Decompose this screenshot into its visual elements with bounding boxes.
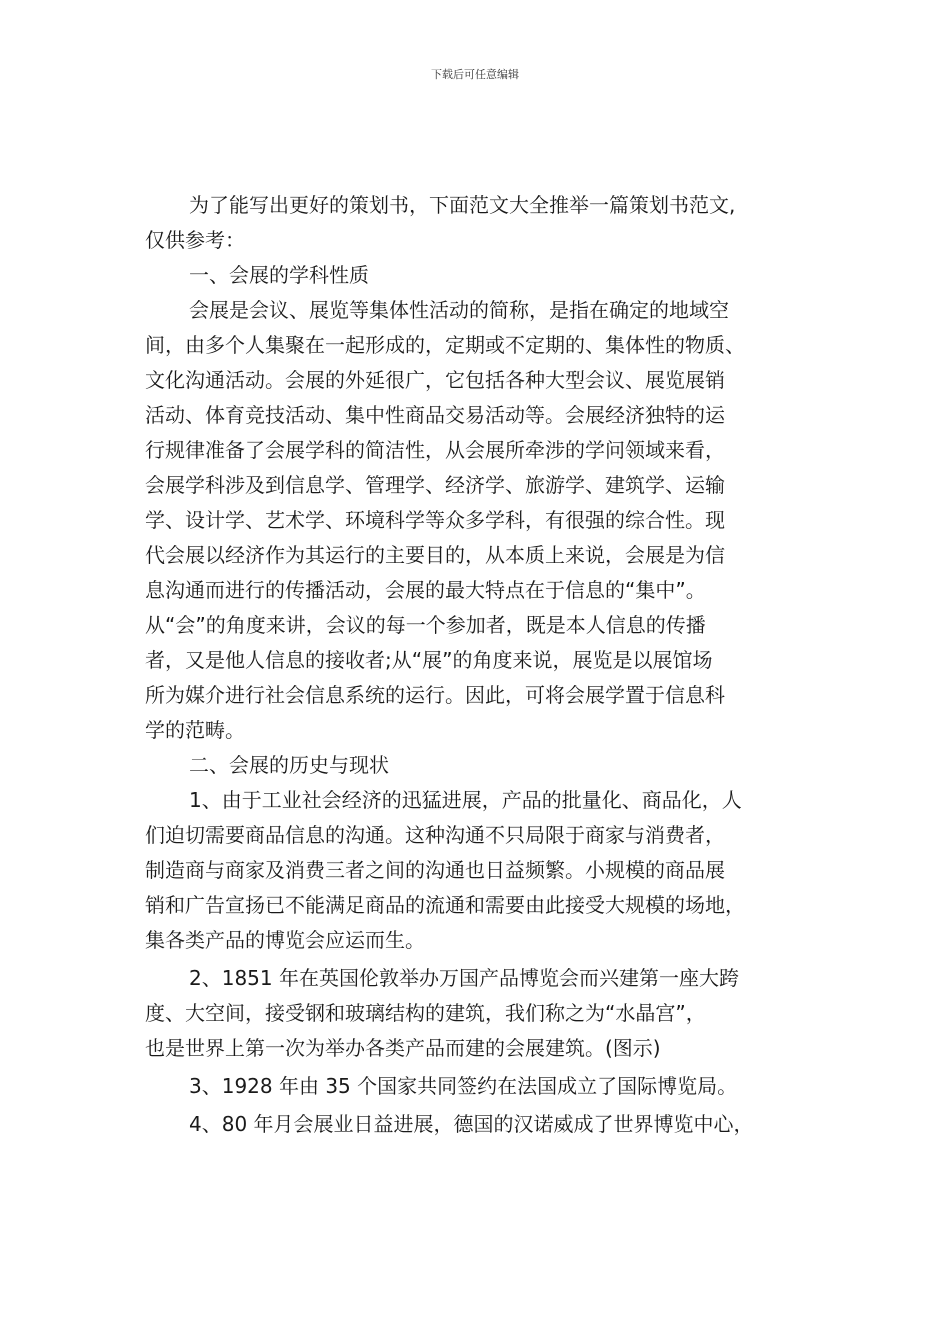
paragraph-intro-line: 为了能写出更好的策划书，下面范文大全推举一篇策划书范文, [189,193,736,217]
paragraph-line: 集各类产品的博览会应运而生。 [145,928,425,952]
section-heading: 一、会展的学科性质 [189,263,369,287]
paragraph-line: 从“会”的角度来讲，会议的每一个参加者，既是本人信息的传播 [145,613,706,637]
section-heading: 二、会展的历史与现状 [189,753,389,777]
paragraph-line: 学、设计学、艺术学、环境科学等众多学科，有很强的综合性。现 [145,508,725,532]
document-body [145,188,825,1142]
paragraph-line: 也是世界上第一次为举办各类产品而建的会展建筑。(图示) [145,1036,661,1060]
paragraph-line: 活动、体育竞技活动、集中性商品交易活动等。会展经济独特的运 [145,403,725,427]
paragraph-line: 会展是会议、展览等集体性活动的简称，是指在确定的地域空 [189,298,729,322]
paragraph-line: 会展学科涉及到信息学、管理学、经济学、旅游学、建筑学、运输 [145,473,725,497]
paragraph-intro-line: 仅供参考： [145,228,245,252]
paragraph-line: 2、1851 年在英国伦敦举办万国产品博览会而兴建第一座大跨 [189,966,739,990]
paragraph-line: 制造商与商家及消费三者之间的沟通也日益频繁。小规模的商品展 [145,858,725,882]
paragraph-line: 文化沟通活动。会展的外延很广，它包括各种大型会议、展览展销 [145,368,725,392]
paragraph-line: 者，又是他人信息的接收者;从“展”的角度来说，展览是以展馆场 [145,648,713,672]
paragraph-line: 代会展以经济作为其运行的主要目的，从本质上来说，会展是为信 [145,543,725,567]
paragraph-line: 4、80 年月会展业日益进展，德国的汉诺威成了世界博览中心， [189,1112,754,1136]
paragraph-line: 间，由多个人集聚在一起形成的，定期或不定期的、集体性的物质、 [145,333,745,357]
page-header: 下载后可任意编辑 [431,68,519,81]
paragraph-line: 1、由于工业社会经济的迅猛进展，产品的批量化、商品化，人 [189,788,742,812]
paragraph-line: 3、1928 年由 35 个国家共同签约在法国成立了国际博览局。 [189,1074,738,1098]
paragraph-line: 们迫切需要商品信息的沟通。这种沟通不只局限于商家与消费者， [145,823,725,847]
paragraph-line: 销和广告宣扬已不能满足商品的流通和需要由此接受大规模的场地， [145,893,745,917]
paragraph-line: 行规律准备了会展学科的简洁性，从会展所牵涉的学问领域来看， [145,438,725,462]
paragraph-line: 所为媒介进行社会信息系统的运行。因此，可将会展学置于信息科 [145,683,725,707]
paragraph-line: 息沟通而进行的传播活动，会展的最大特点在于信息的“集中”。 [145,578,706,602]
paragraph-line: 度、大空间，接受钢和玻璃结构的建筑，我们称之为“水晶宫”， [145,1001,706,1025]
paragraph-line: 学的范畴。 [145,718,245,742]
